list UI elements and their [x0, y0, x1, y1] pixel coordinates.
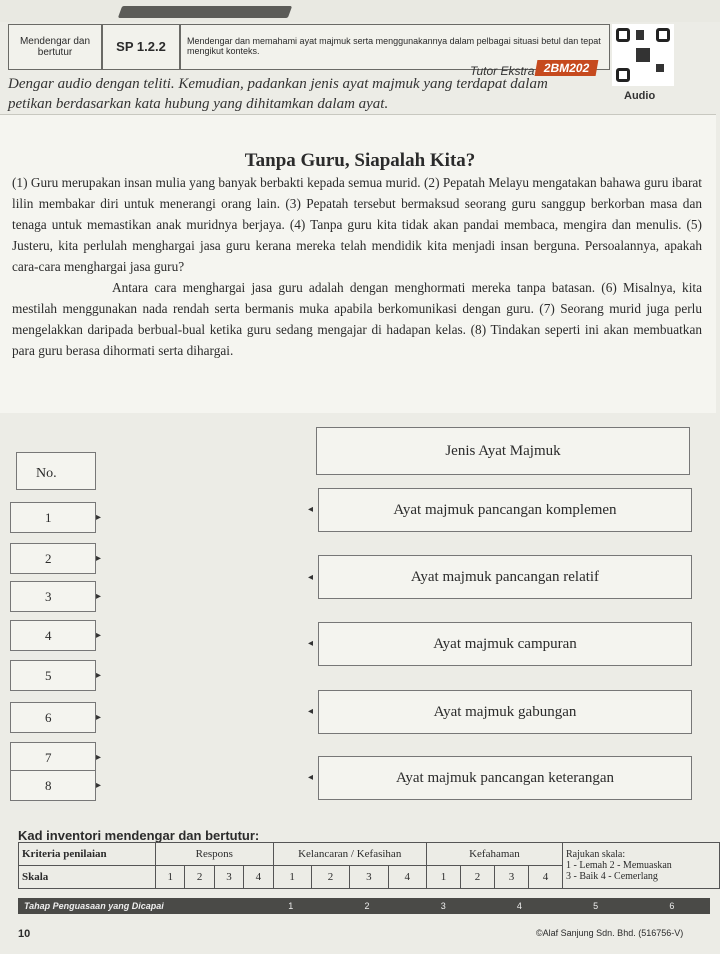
- legend-title: Rajukan skala:: [566, 849, 626, 860]
- col-kefahaman: Kefahaman: [426, 843, 562, 866]
- scale-cell[interactable]: 1: [273, 866, 311, 889]
- type-label: Ayat majmuk pancangan keterangan: [395, 769, 615, 786]
- type-box-5[interactable]: [318, 756, 692, 800]
- legend-line-1: 1 - Lemah 2 - Memuaskan: [566, 860, 672, 871]
- mastery-band: [18, 898, 710, 914]
- arrow-right-icon: ▸: [96, 780, 102, 791]
- number-label: 6: [45, 709, 52, 725]
- arrow-right-icon: ▸: [96, 512, 102, 523]
- arrow-left-icon: ◂: [308, 504, 314, 515]
- number-box-7[interactable]: [10, 742, 96, 773]
- band-level[interactable]: 6: [669, 901, 675, 911]
- number-label: 7: [45, 749, 52, 765]
- band-level[interactable]: 1: [288, 901, 294, 911]
- no-header: No.: [36, 466, 57, 481]
- col-respons: Respons: [156, 843, 274, 866]
- scale-legend: [563, 843, 720, 889]
- type-header-box: [316, 427, 690, 475]
- col-kelancaran: Kelancaran / Kefasihan: [273, 843, 426, 866]
- scale-cell[interactable]: 4: [528, 866, 562, 889]
- topic-box: [8, 24, 102, 70]
- band-level[interactable]: 2: [364, 901, 370, 911]
- band-label: Tahap Penguasaan yang Dicapai: [24, 901, 164, 911]
- scale-cell[interactable]: 4: [244, 866, 273, 889]
- criteria-label: Kriteria penilaian: [19, 843, 156, 866]
- arrow-right-icon: ▸: [96, 670, 102, 681]
- rubric-table: [18, 842, 720, 889]
- scale-cell[interactable]: 1: [156, 866, 185, 889]
- band-level[interactable]: 4: [516, 901, 522, 911]
- type-label: Ayat majmuk pancangan komplemen: [393, 501, 617, 518]
- number-label: 8: [45, 777, 52, 793]
- rubric-title: Kad inventori mendengar dan bertutur:: [18, 828, 260, 843]
- passage-paragraph-1: (1) Guru merupakan insan mulia yang banyak berbakti kepada semua murid. (2) Pepatah Melayu mengatakan bahawa guru ibarat lilin membakar diri untuk menerangi orang lain. (3) Pepatah tersebut bermaksud seorang guru sanggup berkorban masa dan tenaga untuk memastikan anak muridnya berjaya. (4) Tanpa guru kita tidak akan pandai membaca, mengira dan menulis. (5) Justeru, kita perlulah menghargai jasa guru kerana mereka telah mendidik kita menjadi insan berguna. Persoalannya, apakah cara-cara menghargai jasa guru?: [12, 175, 702, 274]
- type-box-4[interactable]: [318, 690, 692, 734]
- number-box-4[interactable]: [10, 620, 96, 651]
- sp-box: [102, 24, 180, 70]
- tutor-label: Tutor Ekstra: [470, 64, 535, 78]
- arrow-left-icon: ◂: [308, 772, 314, 783]
- number-box-1[interactable]: [10, 502, 96, 533]
- topic-label: Mendengar dan bertutur: [19, 36, 91, 58]
- number-box-3[interactable]: [10, 581, 96, 612]
- number-label: 3: [45, 588, 52, 604]
- arrow-right-icon: ▸: [96, 630, 102, 641]
- number-box-8[interactable]: [10, 770, 96, 801]
- number-label: 5: [45, 667, 52, 683]
- number-label: 4: [45, 627, 52, 643]
- page-number: 10: [18, 928, 31, 940]
- scale-cell[interactable]: 2: [185, 866, 214, 889]
- band-level[interactable]: 5: [593, 901, 599, 911]
- arrow-right-icon: ▸: [96, 752, 102, 763]
- tutor-badge: 2BM202: [535, 60, 599, 76]
- number-box-6[interactable]: [10, 702, 96, 733]
- scale-cell[interactable]: 3: [494, 866, 528, 889]
- type-box-3[interactable]: [318, 622, 692, 666]
- number-label: 1: [45, 509, 52, 525]
- arrow-left-icon: ◂: [308, 638, 314, 649]
- arrow-left-icon: ◂: [308, 572, 314, 583]
- arrow-right-icon: ▸: [96, 712, 102, 723]
- number-label: 2: [45, 550, 52, 566]
- arrow-right-icon: ▸: [96, 553, 102, 564]
- passage-paragraph-2: Antara cara menghargai jasa guru adalah dengan menghormati mereka tanpa batasan. (6) Misalnya, kita mestilah menggunakan nada rendah serta bermanis muka apabila berkomunikasi dengan guru. (7) Seorang murid juga perlu mengelakkan daripada berbual-bual ketika guru sedang mengajar di hadapan kelas. (8) Tindakan seperti ini akan membuatkan para guru berasa dihormati serta dihargai.: [12, 280, 702, 358]
- copyright: ©Alaf Sanjung Sdn. Bhd. (516756-V): [536, 928, 684, 938]
- legend-line-2: 3 - Baik 4 - Cemerlang: [566, 871, 658, 882]
- type-box-2[interactable]: [318, 555, 692, 599]
- scale-label: Skala: [19, 866, 156, 889]
- type-label: Ayat majmuk campuran: [433, 635, 577, 652]
- scale-cell[interactable]: 3: [350, 866, 388, 889]
- scale-cell[interactable]: 2: [460, 866, 494, 889]
- instruction: Dengar audio dengan teliti. Kemudian, padankan jenis ayat majmuk yang terdapat dalam petikan berdasarkan kata hubung yang dihitamkan dalam ayat.: [8, 76, 548, 112]
- top-decoration: [118, 6, 292, 18]
- scale-cell[interactable]: 1: [426, 866, 460, 889]
- sp-description: Mendengar dan memahami ayat majmuk serta menggunakannya dalam pelbagai situasi betul dan tepat mengikut konteks.: [187, 36, 601, 56]
- passage-title: Tanpa Guru, Siapalah Kita?: [244, 150, 476, 171]
- type-header: Jenis Ayat Majmuk: [445, 442, 561, 459]
- scale-cell[interactable]: 3: [214, 866, 243, 889]
- passage-body: [12, 172, 702, 361]
- band-level[interactable]: 3: [440, 901, 446, 911]
- number-box-2[interactable]: [10, 543, 96, 574]
- audio-label: Audio: [624, 90, 656, 102]
- qr-code[interactable]: [612, 24, 674, 86]
- type-label: Ayat majmuk pancangan relatif: [410, 568, 600, 585]
- scale-cell[interactable]: 2: [311, 866, 349, 889]
- arrow-left-icon: ◂: [308, 706, 314, 717]
- type-label: Ayat majmuk gabungan: [433, 703, 577, 720]
- sp-code: SP 1.2.2: [116, 38, 166, 54]
- top-band: [0, 0, 720, 22]
- scale-cell[interactable]: 4: [388, 866, 426, 889]
- arrow-right-icon: ▸: [96, 591, 102, 602]
- type-box-1[interactable]: [318, 488, 692, 532]
- number-box-5[interactable]: [10, 660, 96, 691]
